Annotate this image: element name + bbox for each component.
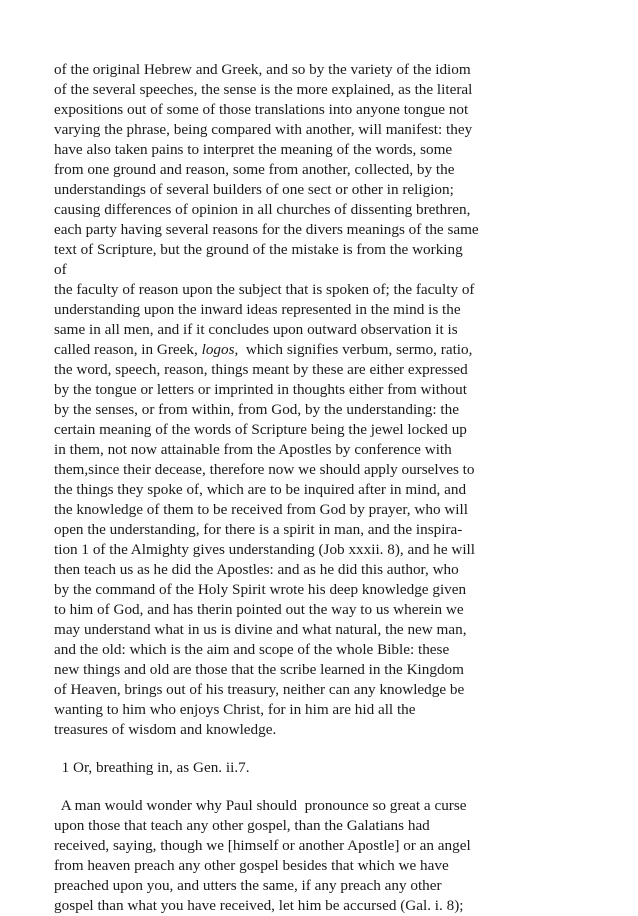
- text-line: of the original Hebrew and Greek, and so by the variety of the idiom: [54, 61, 471, 78]
- text-line: the word, speech, reason, things meant by these are either expressed: [54, 361, 468, 378]
- text-line: text of Scripture, but the ground of the mistake is from the working: [54, 241, 463, 258]
- text-line: each party having several reasons for the divers meanings of the same: [54, 221, 479, 238]
- text-line: of: [54, 261, 67, 278]
- text-line: the faculty of reason upon the subject that is spoken of; the faculty of: [54, 281, 475, 298]
- text-line: expositions out of some of those translations into anyone tongue not: [54, 101, 469, 118]
- text-line: the knowledge of them to be received from God by prayer, who will: [54, 501, 468, 518]
- text-line: treasures of wisdom and knowledge.: [54, 721, 277, 738]
- text-line: understanding upon the inward ideas represented in the mind is the: [54, 301, 461, 318]
- text-line: by the senses, or from within, from God, by the understanding: the: [54, 401, 459, 418]
- greek-term-logos: logos: [201, 341, 235, 358]
- text-line: causing differences of opinion in all churches of dissenting brethren,: [54, 201, 471, 218]
- text-line: then teach us as he did the Apostles: and as he did this author, who: [54, 561, 459, 578]
- text-segment: , which signifies verbum, sermo, ratio,: [234, 341, 473, 358]
- text-line: same in all men, and if it concludes upon outward observation it is: [54, 321, 458, 338]
- text-line: upon those that teach any other gospel, than the Galatians had: [54, 817, 430, 834]
- text-line: of the several speeches, the sense is the more explained, as the literal: [54, 81, 473, 98]
- text-line: varying the phrase, being compared with another, will manifest: they: [54, 121, 473, 138]
- text-line: them,since their decease, therefore now we should apply ourselves to: [54, 461, 475, 478]
- text-line: by the tongue or letters or imprinted in thoughts either from without: [54, 381, 467, 398]
- text-line: the things they spoke of, which are to be inquired after in mind, and: [54, 481, 467, 498]
- text-line: understandings of several builders of one sect or other in religion;: [54, 181, 454, 198]
- text-line: to him of God, and has therin pointed out the way to us wherein we: [54, 601, 464, 618]
- text-line: certain meaning of the words of Scripture being the jewel locked up: [54, 421, 467, 438]
- text-line: gospel than what you have received, let him be accursed (Gal. i. 8);: [54, 897, 464, 914]
- text-line: from heaven preach any other gospel besides that which we have: [54, 857, 449, 874]
- text-line: A man would wonder why Paul should pronounce so great a curse: [54, 797, 467, 814]
- text-line: by the command of the Holy Spirit wrote his deep knowledge given: [54, 581, 467, 598]
- text-line: from one ground and reason, some from another, collected, by the: [54, 161, 455, 178]
- text-line: may understand what in us is divine and what natural, the new man,: [54, 621, 467, 638]
- text-line: have also taken pains to interpret the meaning of the words, some: [54, 141, 453, 158]
- text-line: [54, 340, 472, 360]
- footnote: 1 Or, breathing in, as Gen. ii.7.: [54, 759, 250, 776]
- text-line: wanting to him who enjoys Christ, for in him are hid all the: [54, 701, 416, 718]
- text-segment: called reason, in Greek,: [54, 341, 202, 358]
- text-line: received, saying, though we [himself or another Apostle] or an angel: [54, 837, 471, 854]
- text-line: new things and old are those that the scribe learned in the Kingdom: [54, 661, 464, 678]
- text-line: tion 1 of the Almighty gives understanding (Job xxxii. 8), and he will: [54, 541, 475, 558]
- text-line: of Heaven, brings out of his treasury, neither can any knowledge be: [54, 681, 465, 698]
- text-line: and the old: which is the aim and scope of the whole Bible: these: [54, 641, 450, 658]
- text-line: open the understanding, for there is a spirit in man, and the inspira-: [54, 521, 463, 538]
- text-line: preached upon you, and utters the same, if any preach any other: [54, 877, 442, 894]
- text-line: in them, not now attainable from the Apostles by conference with: [54, 441, 452, 458]
